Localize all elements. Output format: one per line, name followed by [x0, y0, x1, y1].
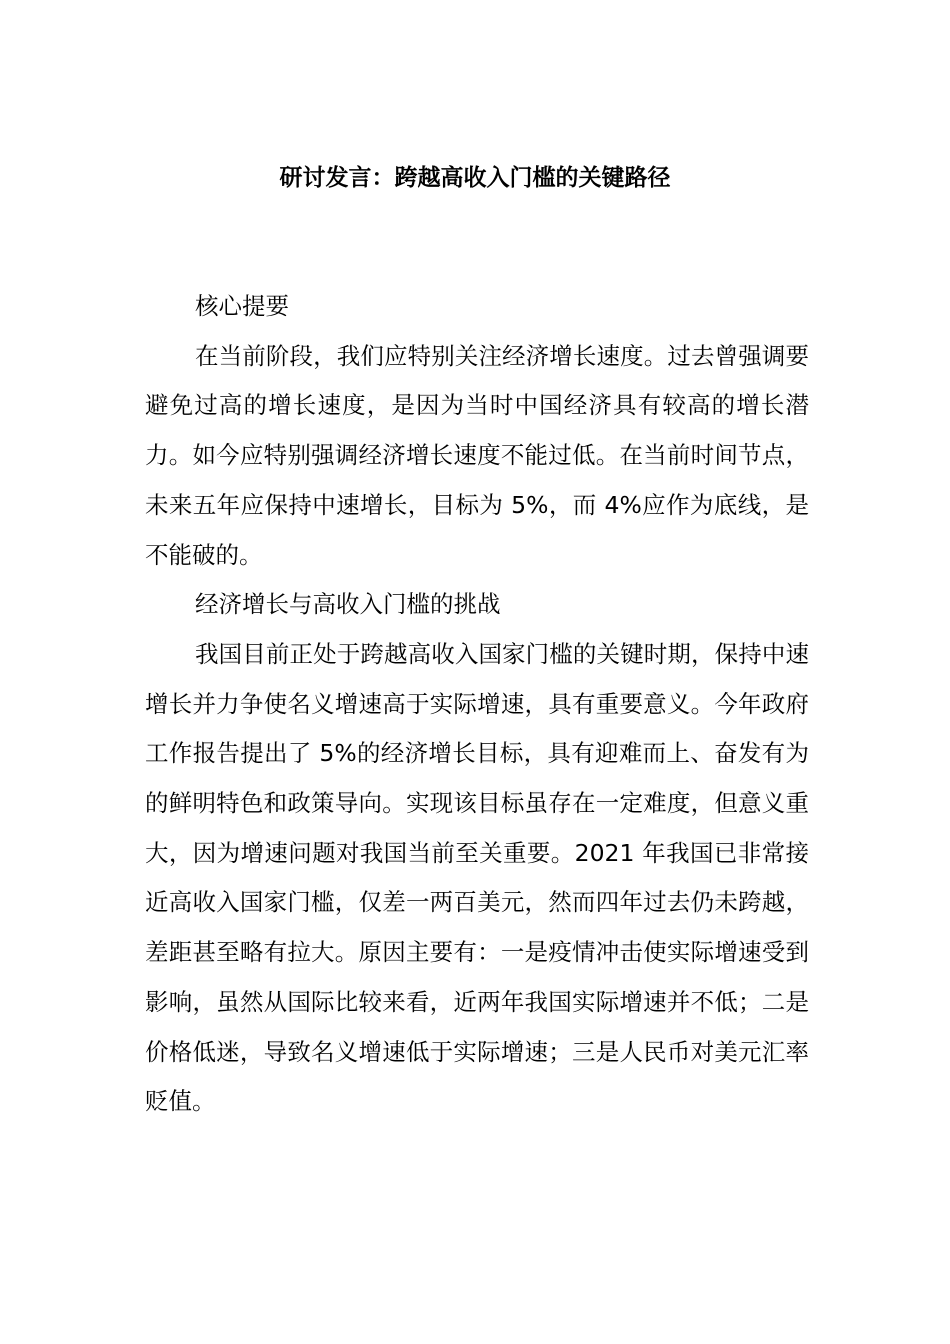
paragraph-high-income-threshold: 我国目前正处于跨越高收入国家门槛的关键时期，保持中速增长并力争使名义增速高于实际增速，具有重要意义。今年政府工作报告提出了 5%的经济增长目标，具有迎难而上、奋发有为的鲜明特色和政策导向。实现该目标虽存在一定难度，但意义重大，因为增速问题对我国当前至关重要。2021 年我国已非常接近高收入国家门槛，仅差一两百美元，然而四年过去仍未跨越，差距甚至略有拉大。原因主要有：一是疫情冲击使实际增速受到影响，虽然从国际比较来看，近两年我国实际增速并不低；二是价格低迷，导致名义增速低于实际增速；三是人民币对美元汇率贬值。 [145, 639, 809, 1116]
section-heading-growth-challenge: 经济增长与高收入门槛的挑战 [195, 590, 501, 619]
section-heading-core-summary: 核心提要 [195, 292, 289, 320]
paragraph-growth-speed: 在当前阶段，我们应特别关注经济增长速度。过去曾强调要避免过高的增长速度，是因为当时中国经济具有较高的增长潜力。如今应特别强调经济增长速度不能过低。在当前时间节点，未来五年应保持中速增长，目标为 5%，而 4%应作为底线，是不能破的。 [145, 341, 809, 569]
document-body [145, 282, 809, 1127]
document-title: 研讨发言：跨越高收入门槛的关键路径 [279, 165, 671, 191]
